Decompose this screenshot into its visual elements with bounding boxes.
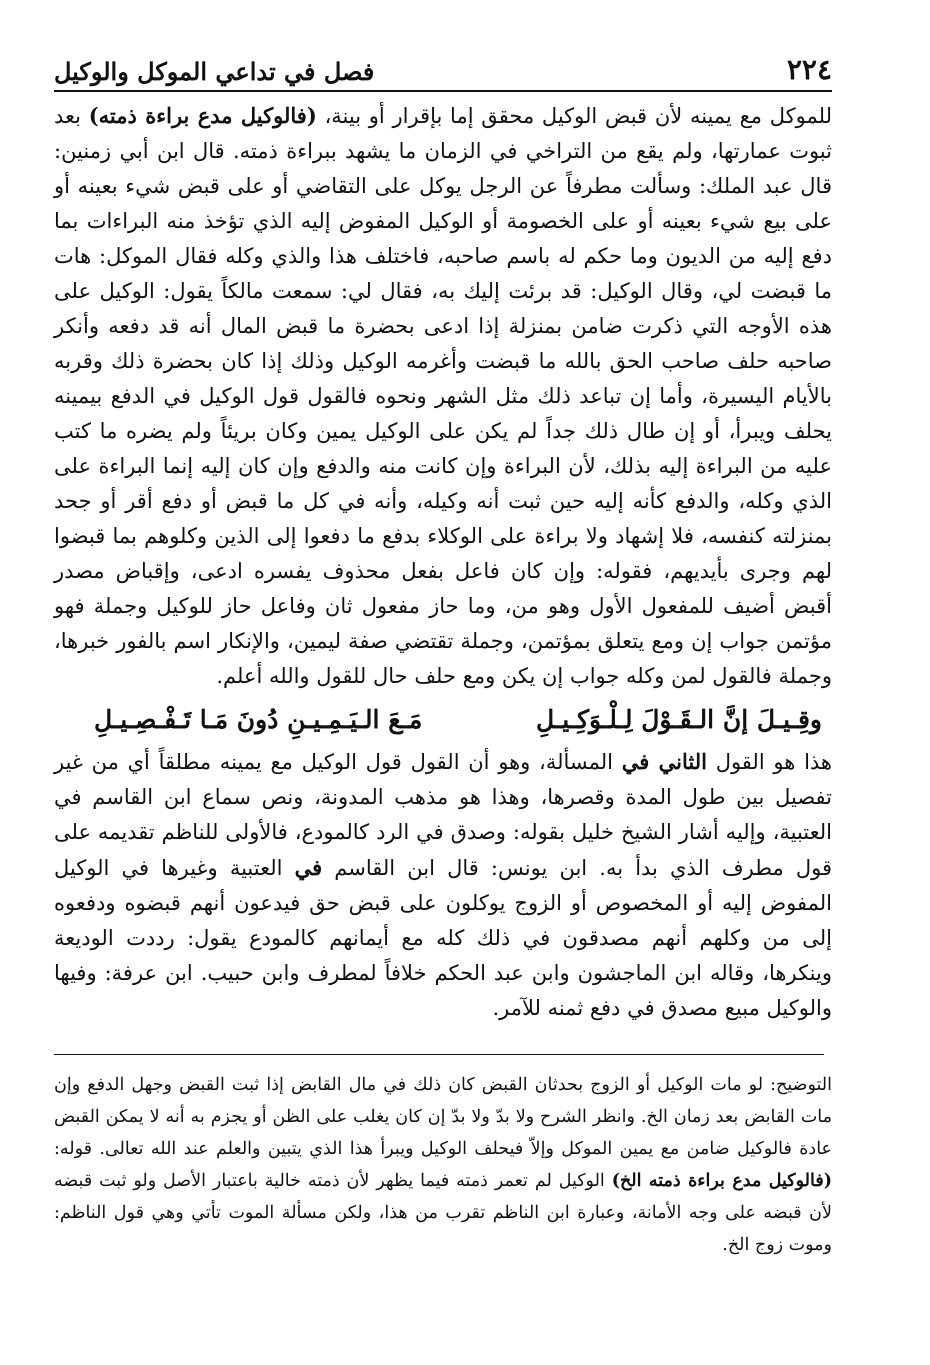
verse-line [94, 700, 822, 740]
paragraph-2 [54, 744, 832, 1026]
text-run: بعد ثبوت عمارتها، ولم يقع من التراخي في الزمان ما يشهد ببراءة ذمته. قال ابن أبي زمنين: قال عبد الملك: وسألت مطرفاً عن الرجل يوكل على التقاضي أو على قبض شيء بعينه أو على بيع شيء بعينه أو على الخصومة أو الوكيل المفوض إليه الذي تؤخذ منه البراءات بما دفع إليه من الديون وما حكم له باسم صاحبه، فاختلف هذا والذي وكله فقال الموكل: هات ما قبضت لي، وقال الوكيل: قد برئت إليك به، فقال لي: سمعت مالكاً يقول: الوكيل على هذه الأوجه التي ذكرت ضامن بمنزلة إذا ادعى بحضرة ما قبض المال أنه قد دفعه وأنكر صاحبه حلف صاحب الحق بالله ما قبضت وأغرمه الوكيل وذلك إذا كان بحضرة ذلك وقربه بالأيام اليسيرة، وأما إن تباعد ذلك مثل الشهر ونحوه فالقول قول الوكيل في الدفع بيمينه يحلف ويبرأ، أو إن طال ذلك جداً لم يكن على الوكيل يمين وكان بريئاً ولم يضره ما كتب عليه من البراءة إليه بذلك، لأن البراءة وإن كانت منه والدفع وإن كان إليه إنما البراءة على الذي وكله، والدفع كأنه إليه حين ثبت أنه وكيله، وأنه في كل ما قبض أو دفع أقر أو جحد بمنزلته كنفسه، فلا إشهاد ولا براءة على الوكلاء بدفع ما دفعوا إلى الذين وكلوهم بما قبضوا لهم وجرى بأيديهم، فقوله: وإن كان فاعل بفعل محذوف يفسره ادعى، وإقباض مصدر أقبض أضيف للمفعول الأول وهو من، وما حاز مفعول ثان وفاعل حاز للوكيل وجملة فهو مؤتمن جواب إن ومع يتعلق بمؤتمن، وجملة تقتضي صفة ليمين، والإنكار اسم بالفور خبرها، وجملة فالقول لمن وكله جواب إن يكن ومع حلف حال للقول والله أعلم. [54, 104, 832, 688]
page-header [54, 46, 832, 92]
text-run: الوكيل لم تعمر ذمته فيما يظهر لأن ذمته خالية باعتبار الأصل ولو ثبت قبضه لأن قبضه على وجه الأمانة، وعبارة ابن الناظم تقرب من هذا، ولكن مسألة الموت تأتي وهي قول الناظم: وموت زوج الخ. [54, 1171, 832, 1255]
text-run: التوضيح: لو مات الوكيل أو الزوج بحدثان القبض كان ذلك في مال القابض إذا ثبت القبض وجهل الدفع وإن مات القابض بعد زمان الخ. وانظر الشرح ولا بدّ ولا بدّ إن كان يغلب على الظن أو يجزم به أنه لا يمكن القبض عادة فالوكيل ضامن مع يمين الموكل وإلاّ فيحلف الوكيل ويبرأ هذا الذي يتبين والعلم عند الله تعالى. قوله: [54, 1075, 832, 1159]
main-text [54, 98, 832, 1026]
bold-term: الثاني في [621, 749, 707, 774]
running-title: فصل في تداعي الموكل والوكيل [54, 57, 375, 86]
paragraph-1 [54, 98, 832, 694]
bold-quote: (فالوكيل مدع براءة ذمته) [88, 103, 317, 128]
bold-quote: (فالوكيل مدع براءة ذمته الخ) [611, 1171, 832, 1191]
text-run: للموكل مع يمينه لأن قبض الوكيل محقق إما بإقرار أو بينة، [316, 104, 832, 128]
footnotes [54, 1069, 832, 1261]
text-run: المسألة، وهو أن القول قول الوكيل مع يمينه مطلقاً أي من غير تفصيل بين طول المدة وقصرها، وهذا هو مذهب المدونة، ونص سماع ابن القاسم في العتبية، وإليه أشار الشيخ خليل بقوله: وصدق في الرد كالمودع، فالأولى للناظم تقديمه على قول مطرف الذي بدأ به. ابن يونس: قال ابن القاسم [54, 750, 833, 880]
text-run: العتبية وغيرها في الوكيل المفوض إليه أو المخصوص أو الزوج يوكلون على قبض حق فيدعون أنهم قبضوه ودفعوه إلى من وكلهم أنهم مصدقون في ذلك كله مع أيمانهم كالمودع يقول: رددت الوديعة وينكرها، وقاله ابن الماجشون وابن عبد الحكم خلافاً لمطرف وابن حبيب. ابن عرفة: وفيها والوكيل مبيع مصدق في دفع ثمنه للآمر. [54, 856, 832, 1020]
bold-term: في [294, 855, 323, 880]
footnote-paragraph [54, 1069, 832, 1261]
footnote-divider [54, 1054, 824, 1055]
text-run: هذا هو القول [706, 750, 832, 774]
page-number: ٢٢٤ [786, 53, 832, 86]
verse-hemistich-second: مَـعَ الـيَـمِـيـنِ دُونَ مَـا تَـفْـصِـيـلِ [94, 705, 423, 734]
verse-hemistich-first: وقِـيـلَ إنَّ الـقَـوْلَ لِـلْـوَكِـيـلِ [536, 705, 822, 734]
